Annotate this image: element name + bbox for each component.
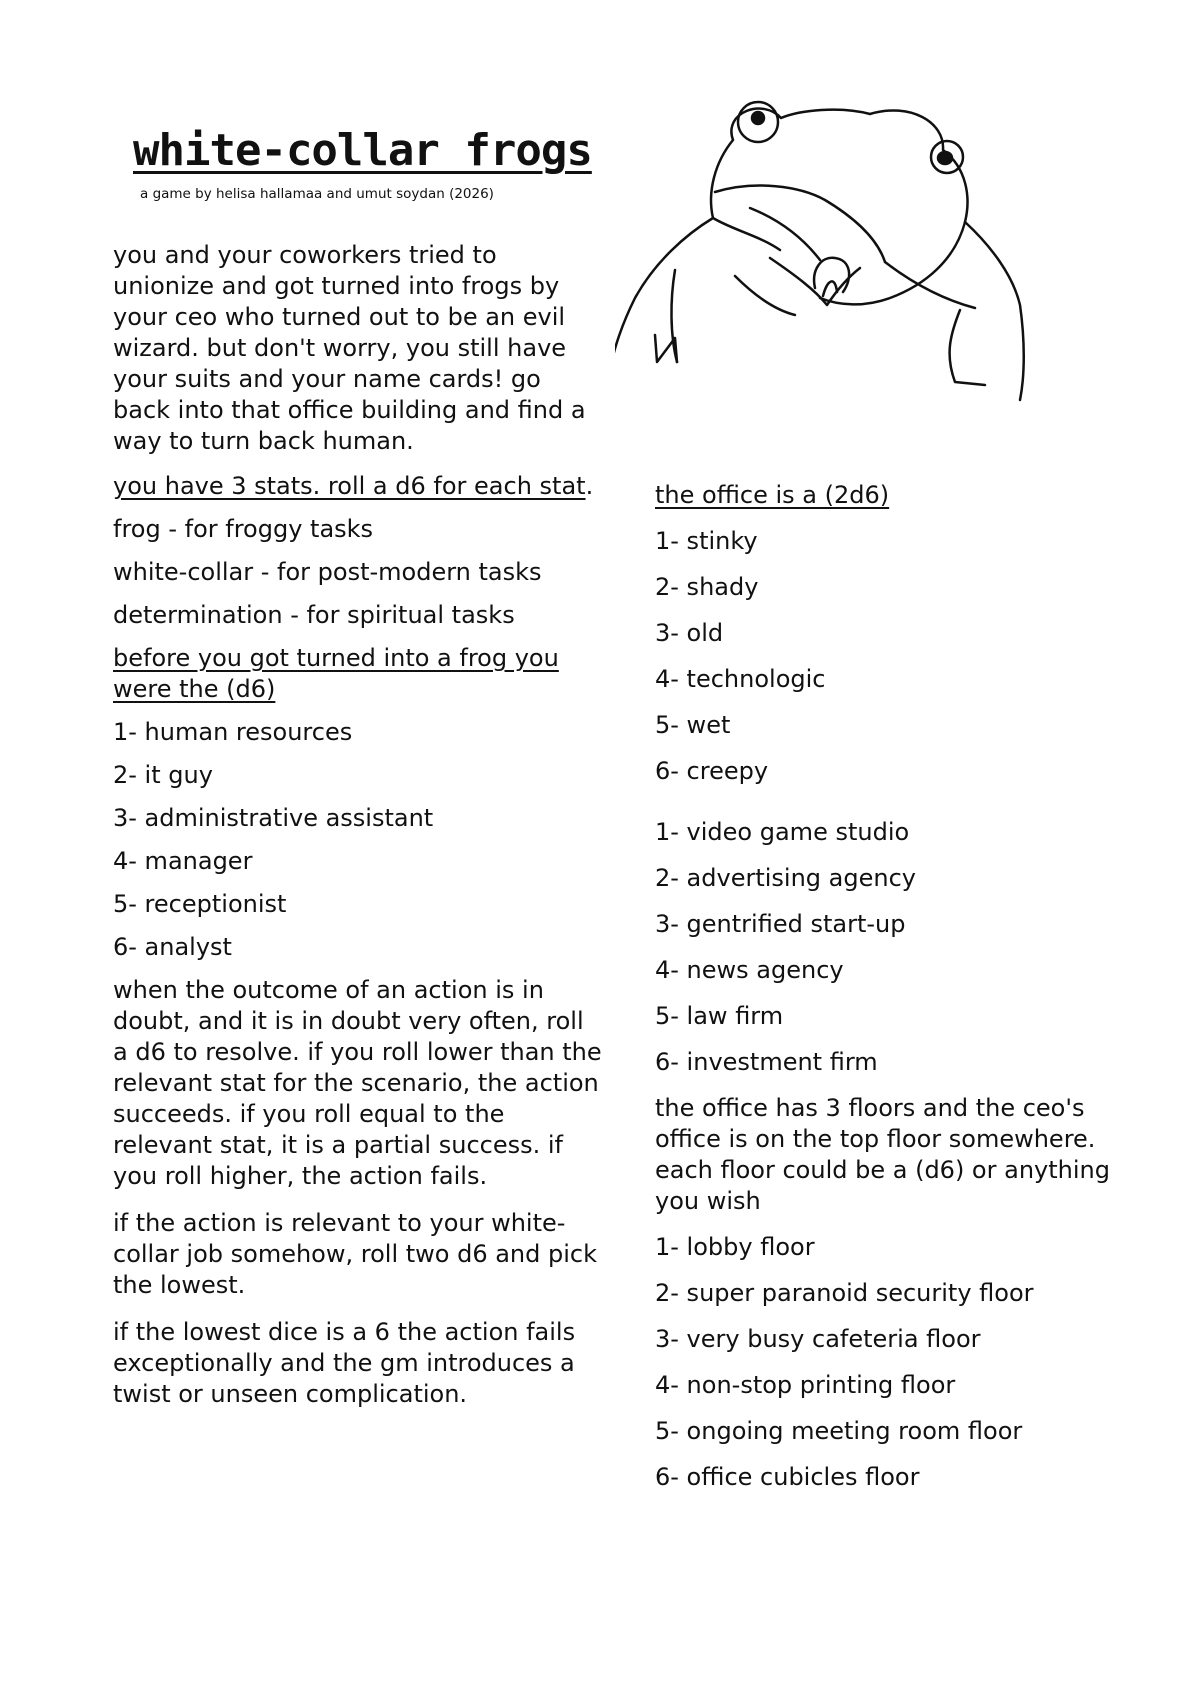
- office-type-item: 3- gentrified start-up: [655, 910, 906, 938]
- floor-item: 4- non-stop printing floor: [655, 1371, 956, 1399]
- stat-item-white-collar: white-collar - for post-modern tasks: [113, 558, 542, 586]
- stats-heading: you have 3 stats. roll a d6 for each stat: [113, 472, 586, 500]
- stats-heading-end: .: [585, 472, 594, 500]
- former-job-heading: before you got turned into a frog you were the (d6): [113, 644, 559, 703]
- office-type-item: 6- investment firm: [655, 1048, 878, 1076]
- office-type-item: 4- news agency: [655, 956, 844, 984]
- byline: a game by helisa hallamaa and umut soydan (2026): [140, 186, 494, 202]
- office-mood-item: 5- wet: [655, 711, 731, 739]
- office-mood-item: 4- technologic: [655, 665, 826, 693]
- floor-item: 5- ongoing meeting room floor: [655, 1417, 1023, 1445]
- office-mood-heading: the office is a (2d6): [655, 481, 890, 509]
- office-mood-item: 2- shady: [655, 573, 759, 601]
- stat-item-determination: determination - for spiritual tasks: [113, 601, 515, 629]
- rules-paragraph: if the lowest dice is a 6 the action fails exceptionally and the gm introduces a twist or unseen complication.: [113, 1318, 576, 1408]
- stats-heading-line: [113, 471, 603, 502]
- stat-item-frog: frog - for froggy tasks: [113, 515, 374, 543]
- rules-paragraph: if the action is relevant to your white-collar job somehow, roll two d6 and pick the lowest.: [113, 1209, 597, 1299]
- floors-intro: the office has 3 floors and the ceo's office is on the top floor somewhere. each floor could be a (d6) or anything you wish: [655, 1094, 1110, 1215]
- former-job-item: 2- it guy: [113, 761, 213, 789]
- office-type-item: 1- video game studio: [655, 818, 910, 846]
- former-job-item: 6- analyst: [113, 933, 232, 961]
- frog-in-suit-sketch-icon: [615, 100, 1115, 445]
- rules-paragraph: when the outcome of an action is in doubt, and it is in doubt very often, roll a d6 to resolve. if you roll lower than the relevant stat for the scenario, the action succeeds. if you roll equal to the relevant stat, it is a partial success. if you roll higher, the action fails.: [113, 976, 602, 1190]
- right-column: [655, 480, 1155, 1493]
- former-job-item: 3- administrative assistant: [113, 804, 434, 832]
- floor-item: 2- super paranoid security floor: [655, 1279, 1034, 1307]
- former-job-item: 4- manager: [113, 847, 253, 875]
- former-job-item: 5- receptionist: [113, 890, 287, 918]
- floor-item: 3- very busy cafeteria floor: [655, 1325, 981, 1353]
- page-title: white-collar frogs: [133, 125, 592, 176]
- floor-item: 6- office cubicles floor: [655, 1463, 920, 1491]
- floor-item: 1- lobby floor: [655, 1233, 815, 1261]
- office-type-item: 5- law firm: [655, 1002, 784, 1030]
- office-mood-item: 3- old: [655, 619, 724, 647]
- former-job-item: 1- human resources: [113, 718, 353, 746]
- office-mood-item: 6- creepy: [655, 757, 769, 785]
- intro-paragraph: you and your coworkers tried to unionize and got turned into frogs by your ceo who turned out to be an evil wizard. but don't worry, you still have your suits and your name cards! go back into that office building and find a way to turn back human.: [113, 241, 586, 455]
- left-column: [113, 240, 603, 1410]
- office-mood-item: 1- stinky: [655, 527, 758, 555]
- office-type-item: 2- advertising agency: [655, 864, 916, 892]
